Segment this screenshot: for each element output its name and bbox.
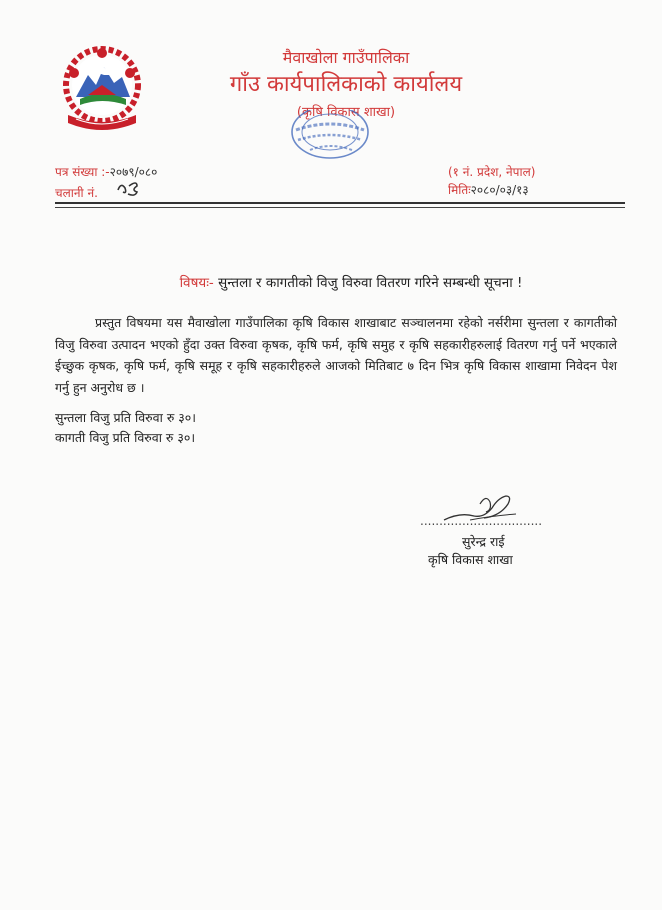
municipality-name: मैवाखोला गाउँपालिका [282,48,410,67]
office-name: गाँउ कार्यपालिकाको कार्यालय [229,72,463,97]
subject-line [0,273,662,291]
date-value: २०८०/०३/१३ [470,183,529,197]
orange-price-line: सुन्तला विजु प्रति विरुवा रु ३०। [55,410,197,425]
handwritten-dispatch-number [115,176,143,198]
dispatch-number-label: चलानी नं. [55,186,98,200]
header-divider-thick [55,202,625,204]
subject-label: विषयः- [179,275,214,291]
signatory-department: कृषि विकास शाखा [428,552,513,567]
header-divider-thin [55,207,625,208]
signatory-name: सुरेन्द्र राई [462,534,505,549]
reference-value: २०७९/०८० [109,165,158,179]
branch-name: (कृषि विकास शाखा) [296,105,396,120]
signature-dotted-line: ................................ [420,514,543,528]
reference-label: पत्र संख्या :- [55,165,110,179]
office-stamp [268,110,378,170]
lemon-price-line: कागती विजु प्रति विरुवा रु ३०। [55,430,196,445]
date-text [448,181,529,198]
subject-text: सुन्तला र कागतीको विजु विरुवा वितरण गरिने सम्बन्धी सूचना ! [213,275,523,291]
province-text: (१ नं. प्रदेश, नेपाल) [448,165,536,179]
date-label: मितिः [448,183,471,197]
notice-paragraph: प्रस्तुत विषयमा यस मैवाखोला गाउँपालिका कृषि विकास शाखाबाट सञ्चालनमा रहेको नर्सरीमा सुन्तला र कागतीको विजु विरुवा उत्पादन भएको हुँदा उक्त विरुवा कृषक, कृषि फर्म, कृषि समुह र कृषि सहकारीहरुलाई वितरण गर्नु पर्ने भएकाले ईच्छुक कृषक, कृषि फर्म, कृषि समूह र कृषि सहकारीहरुले आजको मितिबाट ७ दिन भित्र कृषि विकास शाखामा निवेदन पेश गर्नु हुन अनुरोध छ । [55,315,617,395]
notice-body [55,312,617,398]
